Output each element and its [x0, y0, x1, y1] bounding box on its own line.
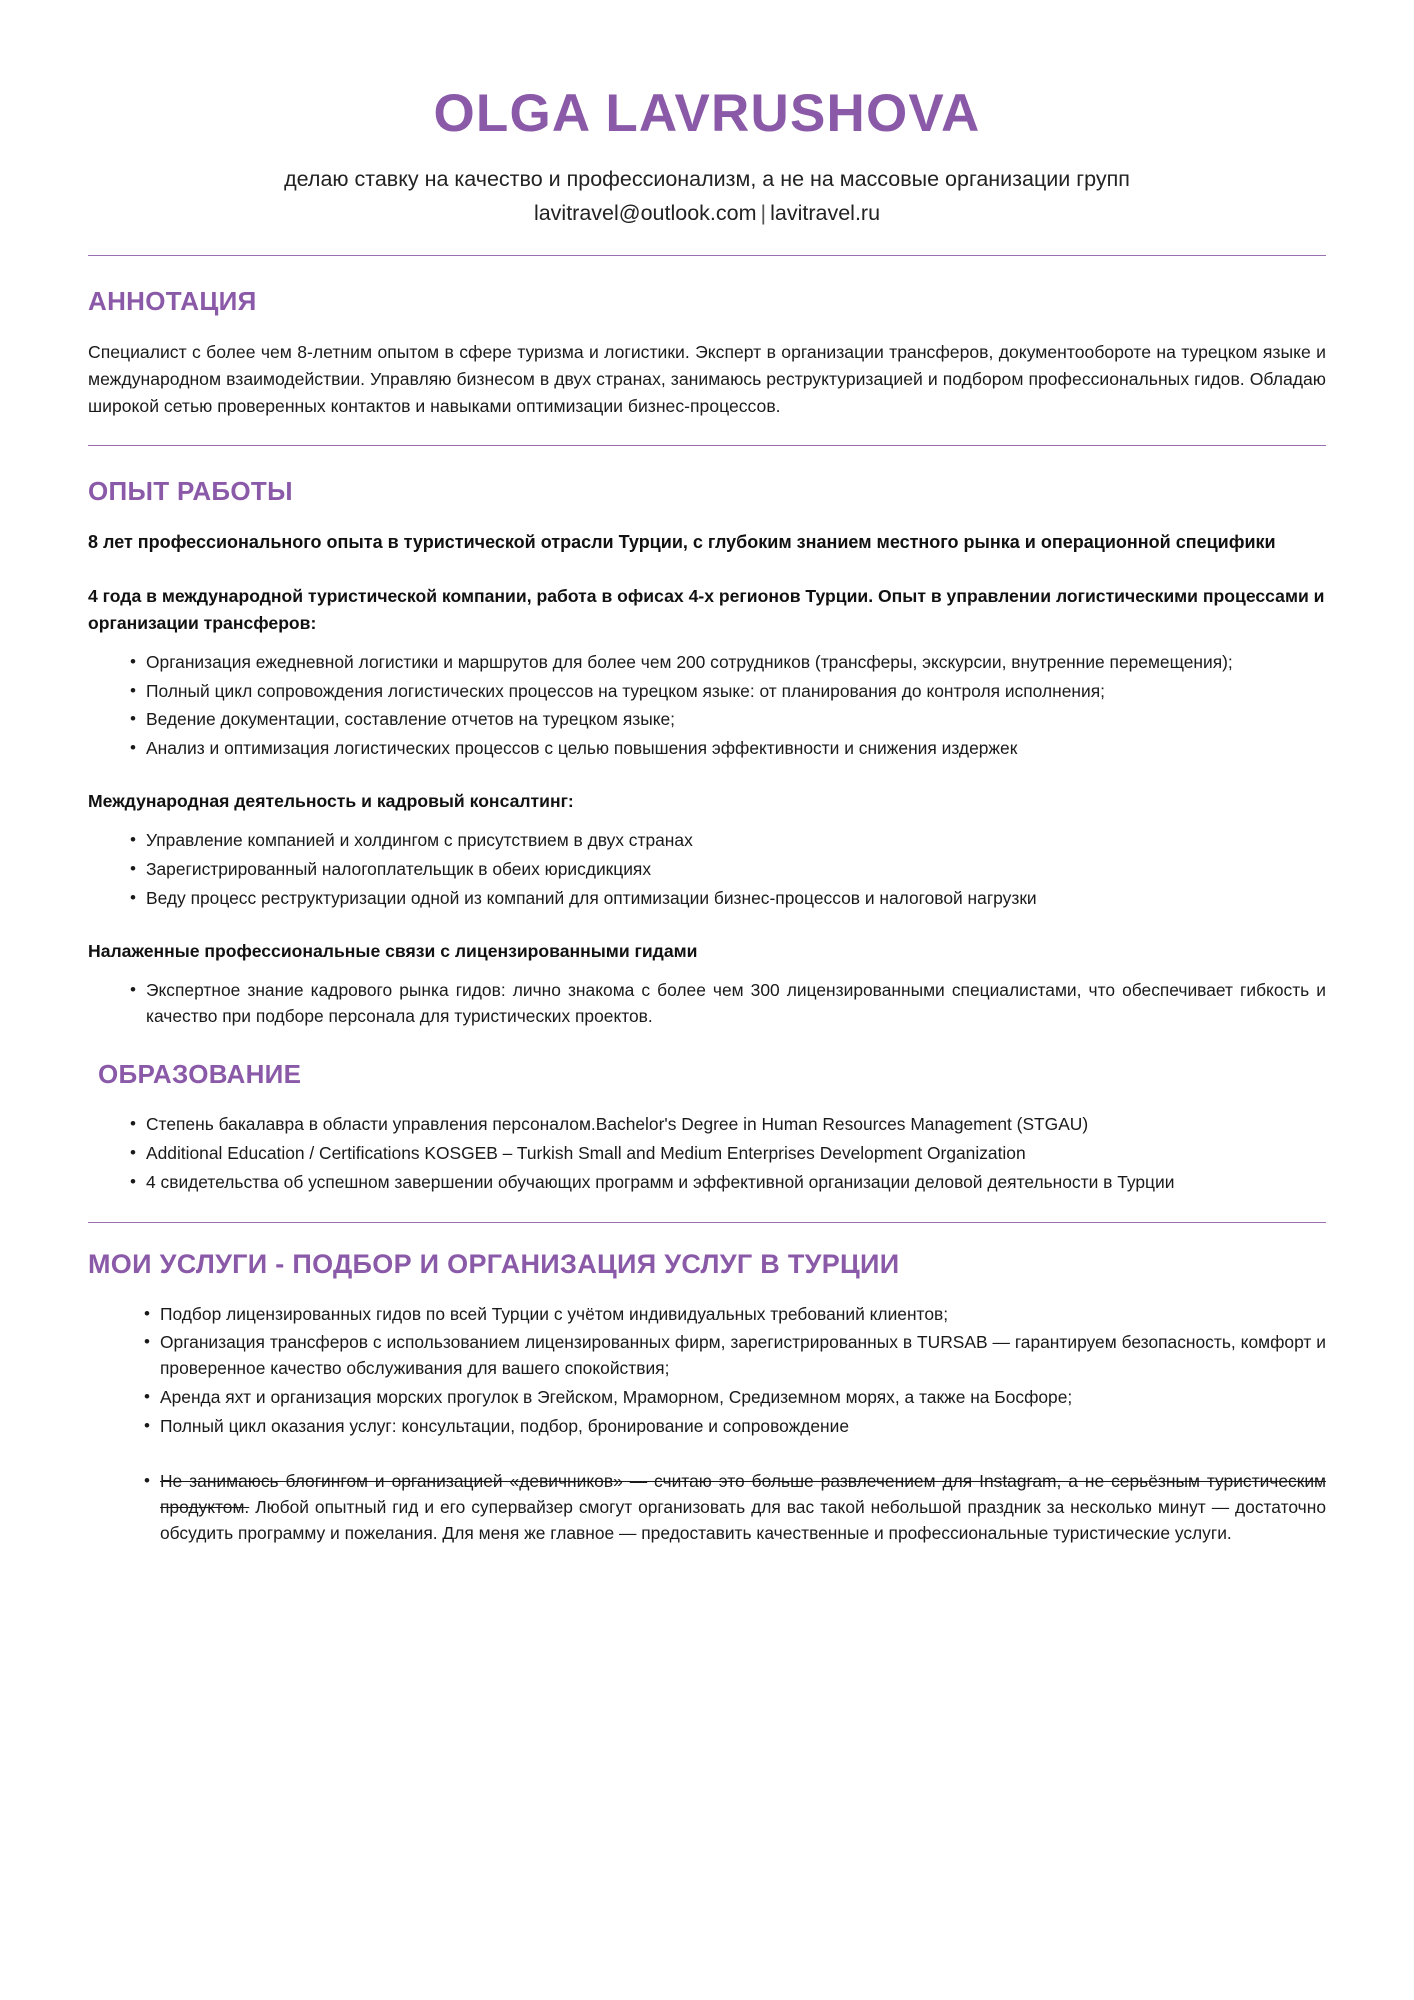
- services-list: [88, 1302, 1326, 1440]
- list-item: • Подбор лицензированных гидов по всей Турции с учётом индивидуальных требований клиентов;: [144, 1302, 1326, 1328]
- list-item: • Степень бакалавра в области управления персоналом.Bachelor's Degree in Human Resources Management (STGAU): [130, 1112, 1326, 1138]
- spacer: [88, 1445, 1326, 1469]
- experience-block3-heading: Налаженные профессиональные связи с лицензированными гидами: [88, 940, 698, 961]
- list-item: • Полный цикл оказания услуг: консультации, подбор, бронирование и сопровождение: [144, 1414, 1326, 1440]
- experience-block1-list: [88, 650, 1326, 762]
- list-item: • Ведение документации, составление отчетов на турецком языке;: [130, 707, 1326, 733]
- list-item: • Аренда яхт и организация морских прогулок в Эгейском, Мраморном, Средиземном морях, а также на Босфоре;: [144, 1385, 1326, 1411]
- section-title-services: МОИ УСЛУГИ - ПОДБОР И ОРГАНИЗАЦИЯ УСЛУГ В ТУРЦИИ: [88, 1248, 900, 1279]
- divider-annotation: [88, 445, 1326, 446]
- list-item-note: [144, 1469, 1326, 1546]
- divider-header: [88, 255, 1326, 256]
- contact-line: [88, 197, 1326, 229]
- services-note-list: [88, 1469, 1326, 1546]
- page-title: OLGA LAVRUSHOVA: [433, 84, 981, 143]
- contact-separator: |: [760, 200, 767, 225]
- section-title-experience: ОПЫТ РАБОТЫ: [88, 476, 293, 507]
- section-title-annotation: АННОТАЦИЯ: [88, 286, 257, 317]
- annotation-paragraph: Специалист с более чем 8-летним опытом в сфере туризма и логистики. Эксперт в организации трансферов, документообороте на турецком языке и международном взаимодействии. Управляю бизнесом в двух странах, занимаюсь реструктуризацией и подбором профессиональных гидов. Обладаю широкой сетью проверенных контактов и навыками оптимизации бизнес-процессов.: [88, 342, 1326, 416]
- education-list: [88, 1112, 1326, 1195]
- list-item: • Зарегистрированный налогоплательщик в обеих юрисдикциях: [130, 857, 1326, 883]
- email-text: lavitravel@outlook.com: [533, 200, 757, 225]
- note-rest-text: Любой опытный гид и его супервайзер смогут организовать для вас такой небольшой праздник за несколько минут — достаточно обсудить программу и пожелания. Для меня же главное — предоставить качественные и профессиональные туристические услуги.: [160, 1497, 1326, 1543]
- divider-education: [88, 1222, 1326, 1223]
- experience-block2-list: [88, 828, 1326, 911]
- section-title-education: ОБРАЗОВАНИЕ: [98, 1059, 302, 1090]
- list-item: • Additional Education / Certifications KOSGEB – Turkish Small and Medium Enterprises Development Organization: [130, 1141, 1326, 1167]
- experience-block2-heading: Международная деятельность и кадровый консалтинг:: [88, 790, 574, 811]
- experience-block1-heading: 4 года в международной туристической компании, работа в офисах 4-х регионов Турции. Опыт в управлении логистическими процессами и организации трансферов:: [88, 586, 1325, 633]
- website-text: lavitravel.ru: [770, 200, 881, 225]
- list-item: • Анализ и оптимизация логистических процессов с целью повышения эффективности и снижения издержек: [130, 736, 1326, 762]
- experience-block3-list: [88, 978, 1326, 1030]
- tagline: делаю ставку на качество и профессионализм, а не на массовые организации групп: [284, 166, 1130, 191]
- note-struck-text: Не занимаюсь блогингом и организацией «девичников» — считаю это больше развлечением для Instagram, а не серьёзным туристическим продуктом.: [160, 1471, 1326, 1518]
- list-item: • Организация трансферов с использованием лицензированных фирм, зарегистрированных в TURSAB — гарантируем безопасность, комфорт и проверенное качество обслуживания для вашего спокойствия;: [144, 1330, 1326, 1382]
- list-item: • Организация ежедневной логистики и маршрутов для более чем 200 сотрудников (трансферы, экскурсии, внутренние перемещения);: [130, 650, 1326, 676]
- list-item: • 4 свидетельства об успешном завершении обучающих программ и эффективной организации деловой деятельности в Турции: [130, 1170, 1326, 1196]
- experience-lead: 8 лет профессионального опыта в туристической отрасли Турции, с глубоким знанием местного рынка и операционной специфики: [88, 532, 1276, 553]
- list-item: • Веду процесс реструктуризации одной из компаний для оптимизации бизнес-процессов и налоговой нагрузки: [130, 886, 1326, 912]
- list-item: • Управление компанией и холдингом с присутствием в двух странах: [130, 828, 1326, 854]
- list-item: • Полный цикл сопровождения логистических процессов на турецком языке: от планирования до контроля исполнения;: [130, 679, 1326, 705]
- list-item: • Экспертное знание кадрового рынка гидов: лично знакома с более чем 300 лицензированными специалистами, что обеспечивает гибкость и качество при подборе персонала для туристических проектов.: [130, 978, 1326, 1030]
